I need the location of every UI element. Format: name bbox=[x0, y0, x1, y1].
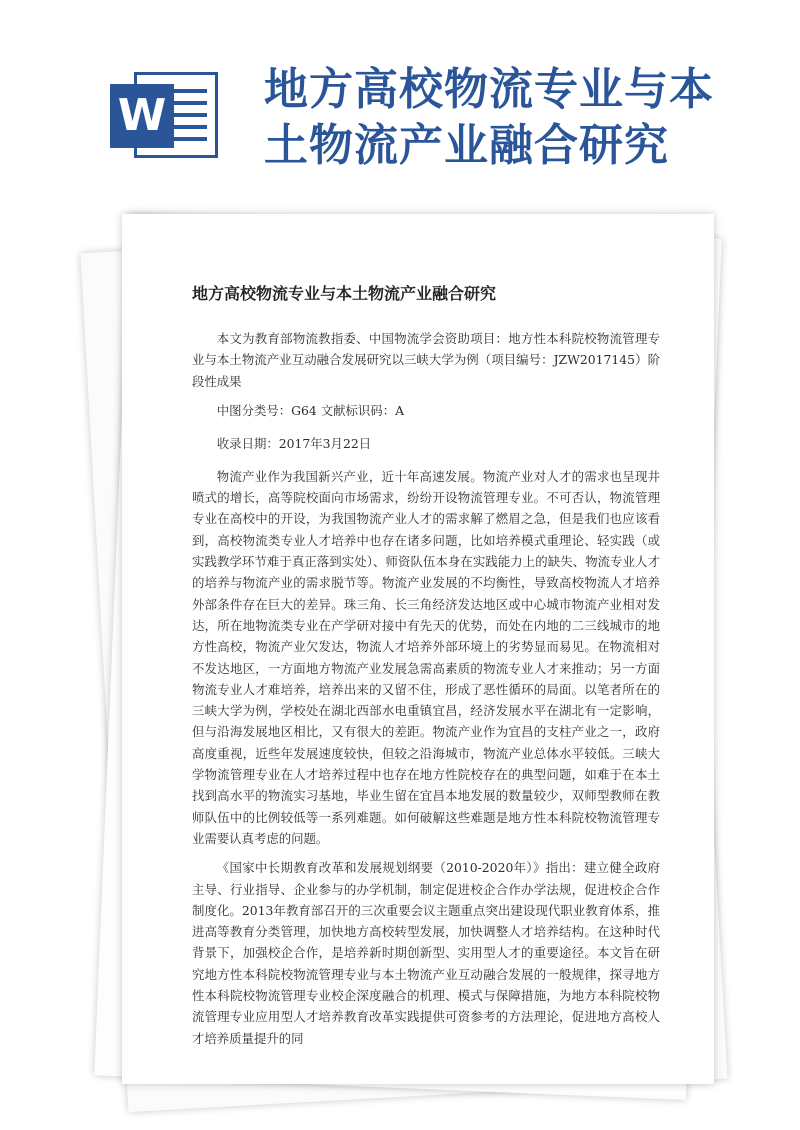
body-paragraph-2: 《国家中长期教育改革和发展规划纲要（2010-2020年）》指出：建立健全政府主导、行业指导、企业参与的办学机制，制定促进校企合作办学法规，促进校企合作制度化。2013年教育部召开的三次重要会议主题重点突出建设现代职业教育体系，推进高等教育分类管理，加快地方高校转型发展，加快调整人才培养结构。在这种时代背景下，加强校企合作，是培养新时期创新型、实用型人才的重要途径。本文旨在研究地方性本科院校物流管理专业与本土物流产业互动融合发展的一般规律，探寻地方性本科院校物流管理专业校企深度融合的机理、模式与保障措施，为地方本科院校物流管理专业应用型人才培养教育改革实践提供可资参考的方法理论，促进地方高校人才培养质量提升的同 bbox=[192, 860, 660, 1046]
header-banner bbox=[0, 0, 800, 200]
document-content bbox=[192, 282, 660, 1057]
funding-note: 本文为教育部物流教指委、中国物流学会资助项目：地方性本科院校物流管理专业与本土物流产业互动融合发展研究以三峡大学为例（项目编号：JZW2017145）阶段性成果 bbox=[192, 331, 660, 389]
document-title: 地方高校物流专业与本土物流产业融合研究 bbox=[192, 284, 497, 303]
body-paragraph-1: 物流产业作为我国新兴产业，近十年高速发展。物流产业对人才的需求也呈现井喷式的增长，高等院校面向市场需求，纷纷开设物流管理专业。不可否认，物流管理专业在高校中的开设，为我国物流产业人才的需求解了燃眉之急，但是我们也应该看到，高校物流类专业人才培养中也存在诸多问题，比如培养模式重理论、轻实践（或实践教学环节难于真正落到实处）、师资队伍本身在实践能力上的缺失、物流专业人才的培养与物流产业的需求脱节等。物流产业发展的不均衡性，导致高校物流人才培养外部条件存在巨大的差异。珠三角、长三角经济发达地区或中心城市物流产业相对发达，所在地物流类专业在产学研对接中有先天的优势，而处在内地的二三线城市的地方性高校，物流产业欠发达，物流人才培养外部环境上的劣势显而易见。在物流相对不发达地区，一方面地方物流产业发展急需高素质的物流专业人才来推动；另一方面物流专业人才难培养，培养出来的又留不住，形成了恶性循环的局面。以笔者所在的三峡大学为例，学校处在湖北西部水电重镇宜昌，经济发展水平在湖北有一定影响，但与沿海发展地区相比，又有很大的差距。物流产业作为宜昌的支柱产业之一，政府高度重视，近些年发展速度较快，但较之沿海城市，物流产业总体水平较低。三峡大学物流管理专业在人才培养过程中也存在地方性院校存在的典型问题，如难于在本土找到高水平的物流实习基地，毕业生留在宜昌本地发展的数量较少，双师型教师在教师队伍中的比例较低等一系列难题。如何破解这些难题是地方性本科院校物流管理专业需要认真考虑的问题。 bbox=[192, 468, 660, 846]
document-page bbox=[122, 214, 714, 1084]
word-letter-badge: W bbox=[110, 84, 174, 148]
classification-line: 中图分类号：G64 文献标识码：A bbox=[216, 402, 405, 418]
banner-title-line-1: 地方高校物流专业与本 bbox=[264, 64, 714, 115]
received-date: 收录日期：2017年3月22日 bbox=[216, 435, 372, 451]
word-document-icon bbox=[110, 72, 218, 158]
banner-title bbox=[264, 62, 764, 174]
banner-title-line-2: 土物流产业融合研究 bbox=[264, 120, 669, 171]
